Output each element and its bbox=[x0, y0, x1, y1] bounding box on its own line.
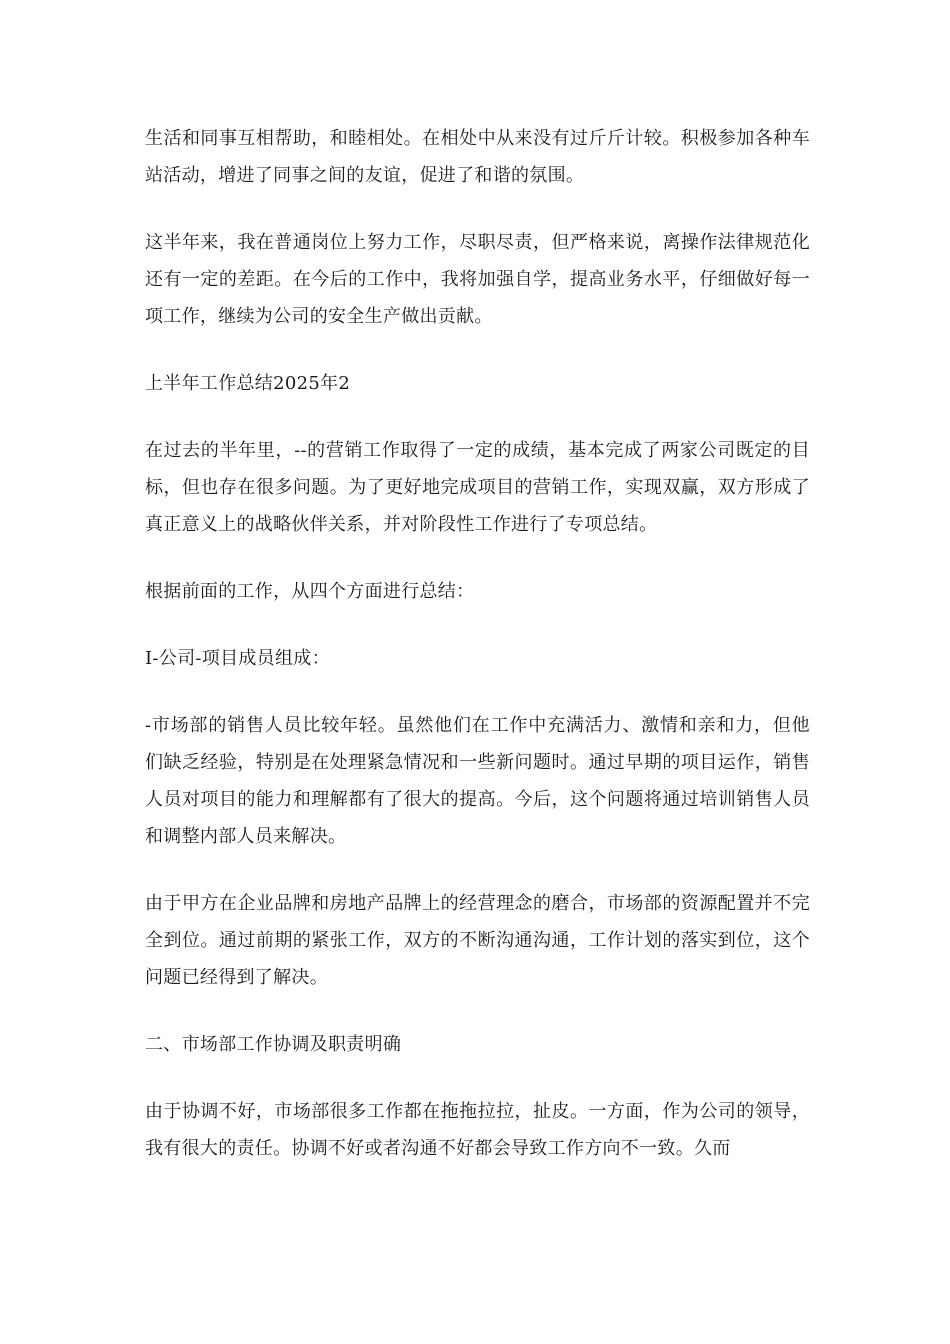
paragraph-colleagues: 生活和同事互相帮助，和睦相处。在相处中从来没有过斤斤计较。积极参加各种车站活动，增进了同事之间的友谊，促进了和谐的氛围。 bbox=[145, 128, 810, 186]
paragraph-resource-allocation: 由于甲方在企业品牌和房地产品牌上的经营理念的磨合，市场部的资源配置并不完全到位。通过前期的紧张工作，双方的不断沟通沟通，工作计划的落实到位，这个问题已经得到了解决。 bbox=[145, 893, 810, 988]
paragraph-summary-intro: 根据前面的工作，从四个方面进行总结： bbox=[145, 581, 475, 602]
document-body bbox=[145, 120, 810, 1197]
heading-coordination: 二、市场部工作协调及职责明确 bbox=[145, 1034, 402, 1055]
paragraph-half-year-review: 这半年来，我在普通岗位上努力工作，尽职尽责，但严格来说，离操作法律规范化还有一定的差距。在今后的工作中，我将加强自学，提高业务水平，仔细做好每一项工作，继续为公司的安全生产做出贡献。 bbox=[145, 232, 810, 327]
paragraph-coordination-issues: 由于协调不好，市场部很多工作都在拖拖拉拉，扯皮。一方面，作为公司的领导，我有很大的责任。协调不好或者沟通不好都会导致工作方向不一致。久而 bbox=[145, 1101, 810, 1159]
paragraph-marketing-results: 在过去的半年里，--的营销工作取得了一定的成绩，基本完成了两家公司既定的目标，但也存在很多问题。为了更好地完成项目的营销工作，实现双赢，双方形成了真正意义上的战略伙伴关系，并对阶段性工作进行了专项总结。 bbox=[145, 440, 810, 535]
section-title: 上半年工作总结2025年2 bbox=[145, 373, 351, 394]
paragraph-sales-staff: -市场部的销售人员比较年轻。虽然他们在工作中充满活力、激情和亲和力，但他们缺乏经验，特别是在处理紧急情况和一些新问题时。通过早期的项目运作，销售人员对项目的能力和理解都有了很大的提高。今后，这个问题将通过培训销售人员和调整内部人员来解决。 bbox=[145, 715, 810, 847]
heading-team-composition: I-公司-项目成员组成： bbox=[145, 648, 330, 669]
